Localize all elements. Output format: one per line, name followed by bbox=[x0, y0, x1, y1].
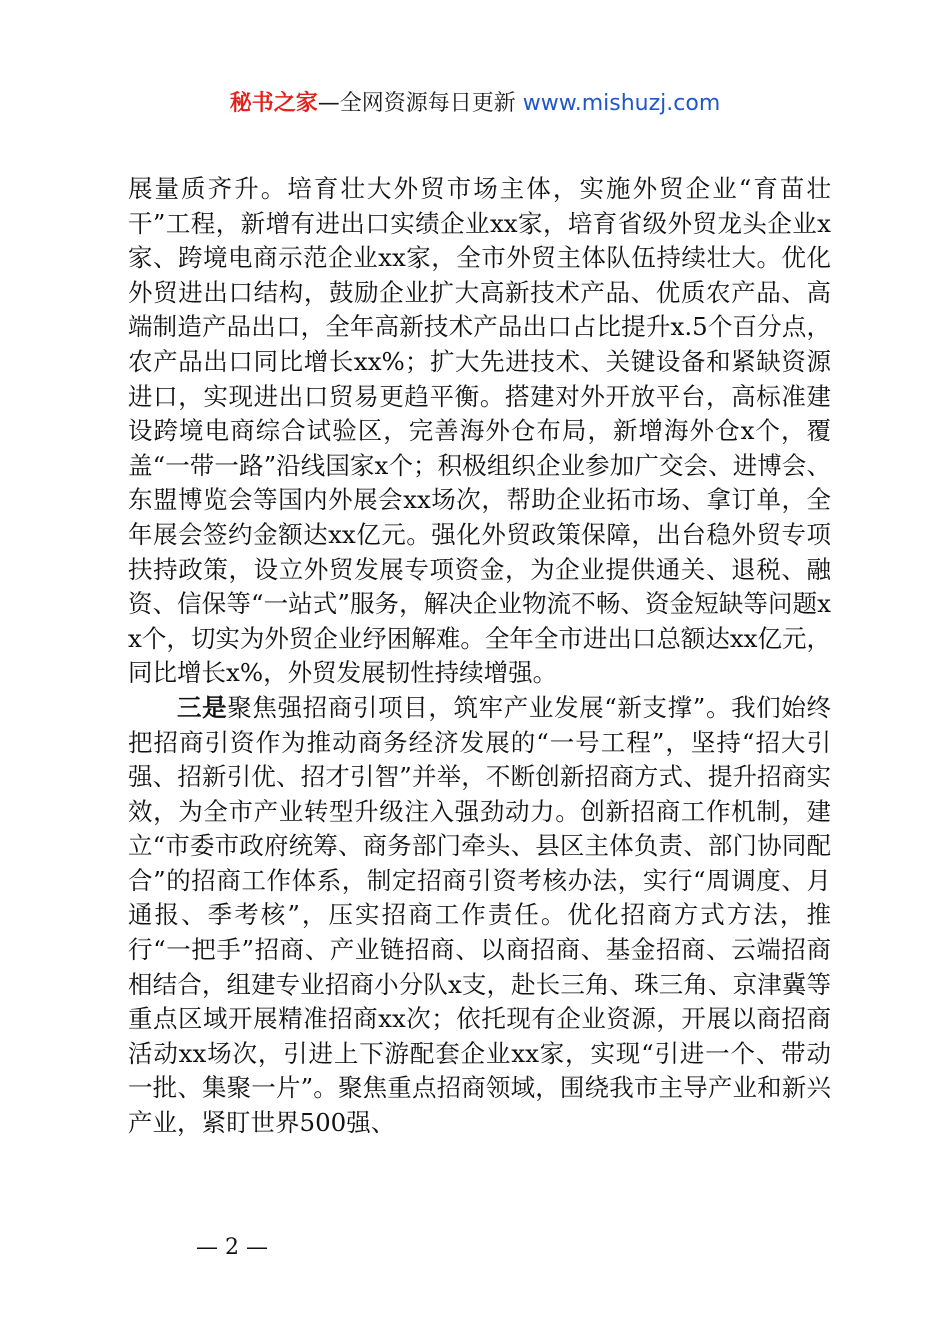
document-body bbox=[128, 172, 831, 1141]
site-brand: 秘书之家 bbox=[229, 91, 318, 116]
paragraph-lead: 三是 bbox=[177, 692, 228, 722]
page-number: — 2 — bbox=[196, 1235, 268, 1260]
paragraph-investment-attraction bbox=[128, 691, 831, 1141]
site-url[interactable]: www.mishuzj.com bbox=[522, 91, 721, 116]
paragraph-text: 展量质齐升。培育壮大外贸市场主体，实施外贸企业“育苗壮干”工程，新增有进出口实绩企业xx家，培育省级外贸龙头企业x家、跨境电商示范企业xx家，全市外贸主体队伍持续壮大。优化外贸进出口结构，鼓励企业扩大高新技术产品、优质农产品、高端制造产品出口，全年高新技术产品出口占比提升x.5个百分点，农产品出口同比增长xx%；扩大先进技术、关键设备和紧缺资源进口，实现进出口贸易更趋平衡。搭建对外开放平台，高标准建设跨境电商综合试验区，完善海外仓布局，新增海外仓x个，覆盖“一带一路”沿线国家x个；积极组织企业参加广交会、进博会、东盟博览会等国内外展会xx场次，帮助企业拓市场、拿订单，全年展会签约金额达xx亿元。强化外贸政策保障，出台稳外贸专项扶持政策，设立外贸发展专项资金，为企业提供通关、退税、融资、信保等“一站式”服务，解决企业物流不畅、资金短缺等问题xx个，切实为外贸企业纾困解难。全年全市进出口总额达xx亿元，同比增长x%，外贸发展韧性持续增强。 bbox=[128, 174, 831, 688]
site-slogan: —全网资源每日更新 bbox=[317, 91, 516, 116]
paragraph-text: 聚焦强招商引项目，筑牢产业发展“新支撑”。我们始终把招商引资作为推动商务经济发展的“一号工程”，坚持“招大引强、招新引优、招才引智”并举，不断创新招商方式、提升招商实效，为全市产业转型升级注入强劲动力。创新招商工作机制，建立“市委市政府统筹、商务部门牵头、县区主体负责、部门协同配合”的招商工作体系，制定招商引资考核办法，实行“周调度、月通报、季考核”，压实招商工作责任。优化招商方式方法，推行“一把手”招商、产业链招商、以商招商、基金招商、云端招商相结合，组建专业招商小分队x支，赴长三角、珠三角、京津冀等重点区域开展精准招商xx次；依托现有企业资源，开展以商招商活动xx场次，引进上下游配套企业xx家，实现“引进一个、带动一批、集聚一片”。聚焦重点招商领域，围绕我市主导产业和新兴产业，紧盯世界500强、 bbox=[128, 692, 831, 1138]
paragraph-foreign-trade bbox=[128, 172, 831, 691]
site-header bbox=[0, 88, 950, 120]
